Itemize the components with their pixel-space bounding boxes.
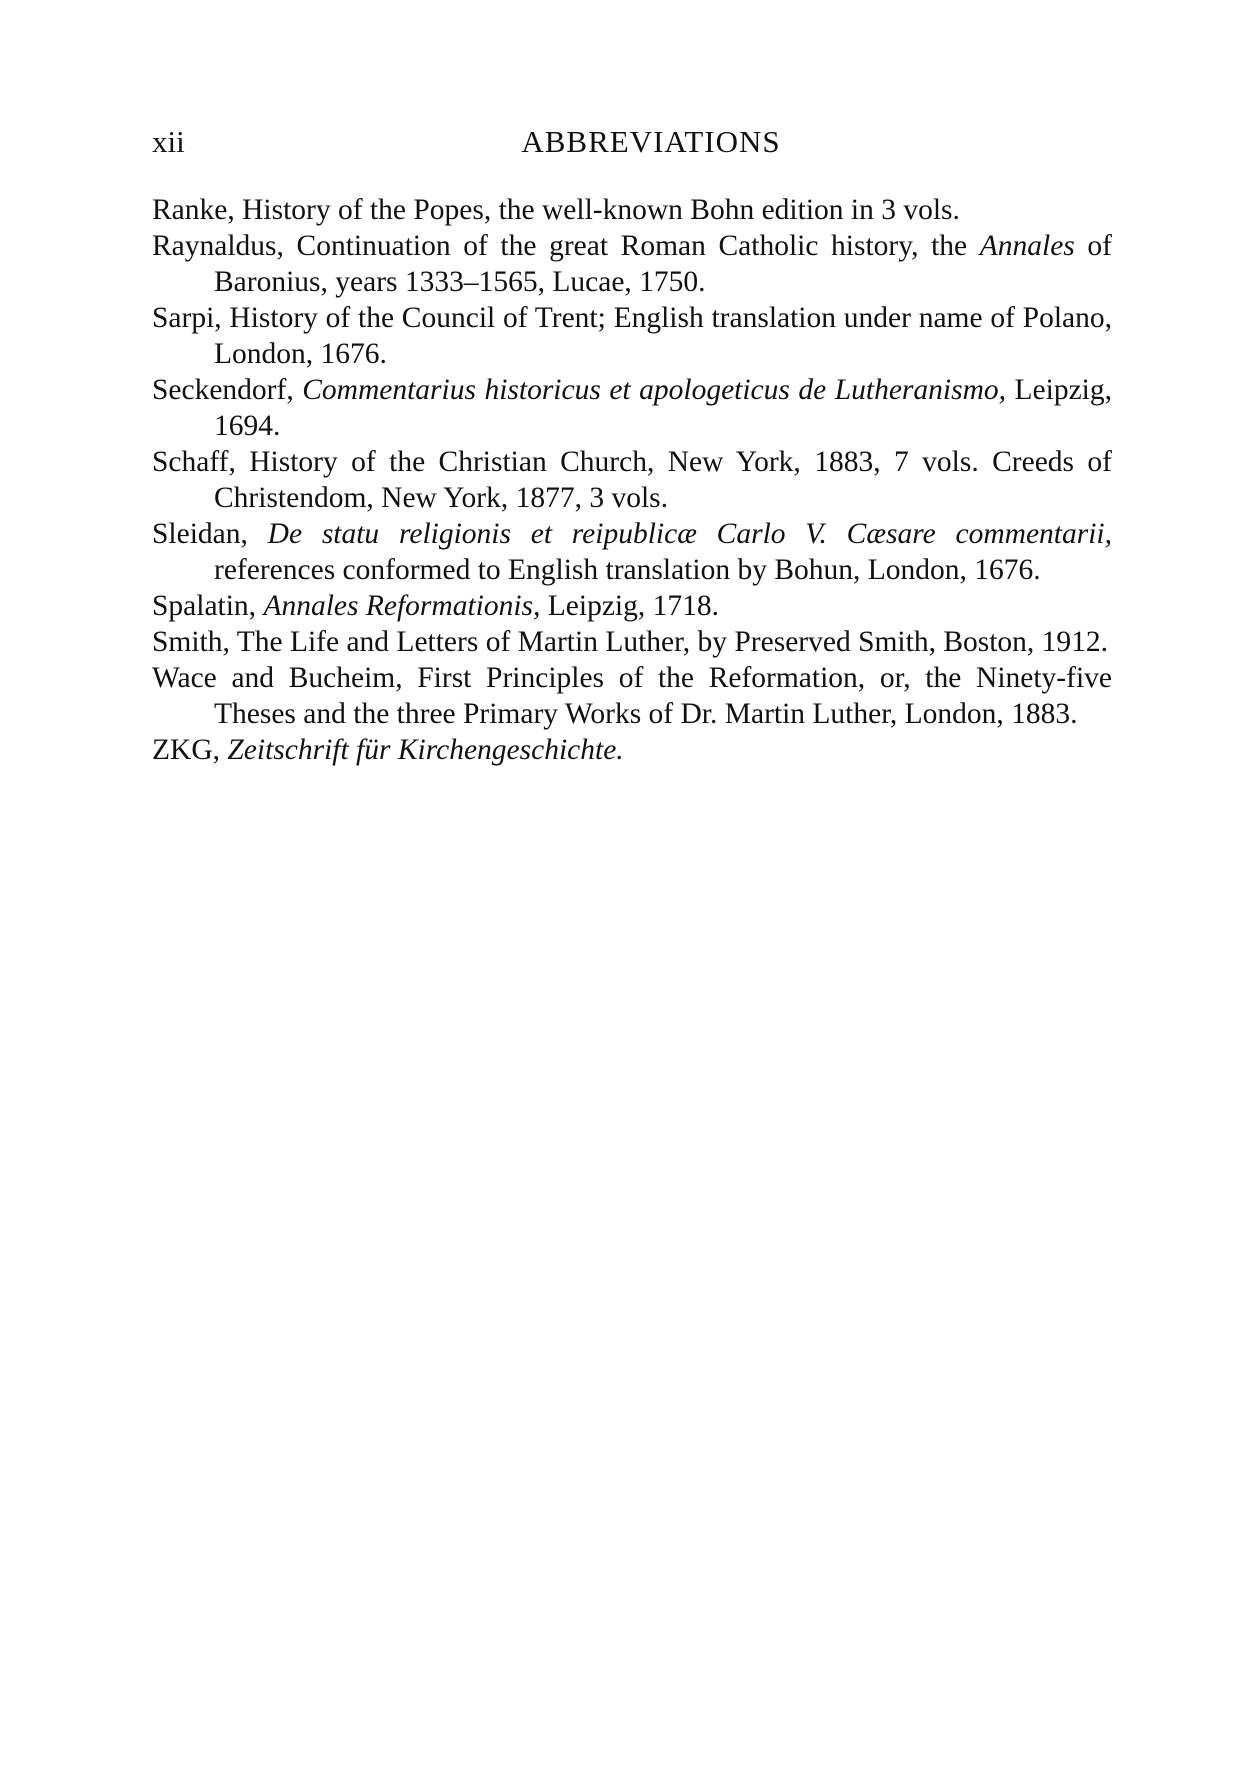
entry-text: Sarpi, History of the Council of Trent; English translation under name of Polano, London, 1676. (152, 302, 1112, 370)
entry-text: Seckendorf, (152, 374, 303, 406)
abbreviation-entry-smith (152, 624, 1112, 660)
abbreviation-entry-schaff (152, 444, 1112, 516)
abbreviation-entry-ranke (152, 192, 1112, 228)
entry-title-italic: Zeitschrift für Kirchengeschichte. (227, 734, 624, 766)
abbreviation-entry-raynaldus (152, 228, 1112, 300)
entry-text: Spalatin, (152, 590, 264, 622)
abbreviation-entry-seckendorf (152, 372, 1112, 444)
entry-title-italic: De statu religionis et reipublicæ Carlo V. Cæsare commentarii, (267, 518, 1112, 550)
entry-text: Sleidan, (152, 518, 268, 550)
entry-text: of Baronius, years 1333–1565, Lucae, 1750. (214, 230, 1112, 298)
page-title: ABBREVIATIONS (521, 124, 781, 159)
abbreviation-entry-zkg (152, 732, 1112, 768)
entry-title-italic: Annales Reformationis, (263, 590, 541, 622)
entry-text: Ranke, History of the Popes, the well-known Bohn edition in 3 vols. (152, 194, 960, 226)
page-number: xii (152, 124, 185, 159)
running-head (152, 122, 1112, 162)
entry-text: ZKG, (152, 734, 228, 766)
abbreviation-entry-wace-bucheim (152, 660, 1112, 732)
entry-text: references conformed to English translation by Bohun, London, 1676. (214, 554, 1041, 586)
entry-text: Leipzig, 1718. (540, 590, 719, 622)
entry-text: Schaff, History of the Christian Church, New York, 1883, 7 vols. Creeds of Christendom, New York, 1877, 3 vols. (152, 446, 1112, 514)
entry-text: Smith, The Life and Letters of Martin Luther, by Preserved Smith, Boston, 1912. (152, 626, 1109, 658)
abbreviation-entry-spalatin (152, 588, 1112, 624)
entry-title-italic: Commentarius historicus et apologeticus de Lutheranismo, (302, 374, 1007, 406)
abbreviation-entry-sleidan (152, 516, 1112, 588)
entry-text: Leipzig, 1694. (214, 374, 1112, 442)
entry-title-italic: Annales (979, 230, 1075, 262)
entry-text: Wace and Bucheim, First Principles of the Reformation, or, the Ninety-five Theses and the three Primary Works of Dr. Martin Luther, London, 1883. (152, 662, 1112, 730)
entry-text: Raynaldus, Continuation of the great Roman Catholic history, the (152, 230, 980, 262)
abbreviation-list (152, 192, 1112, 768)
abbreviation-entry-sarpi (152, 300, 1112, 372)
